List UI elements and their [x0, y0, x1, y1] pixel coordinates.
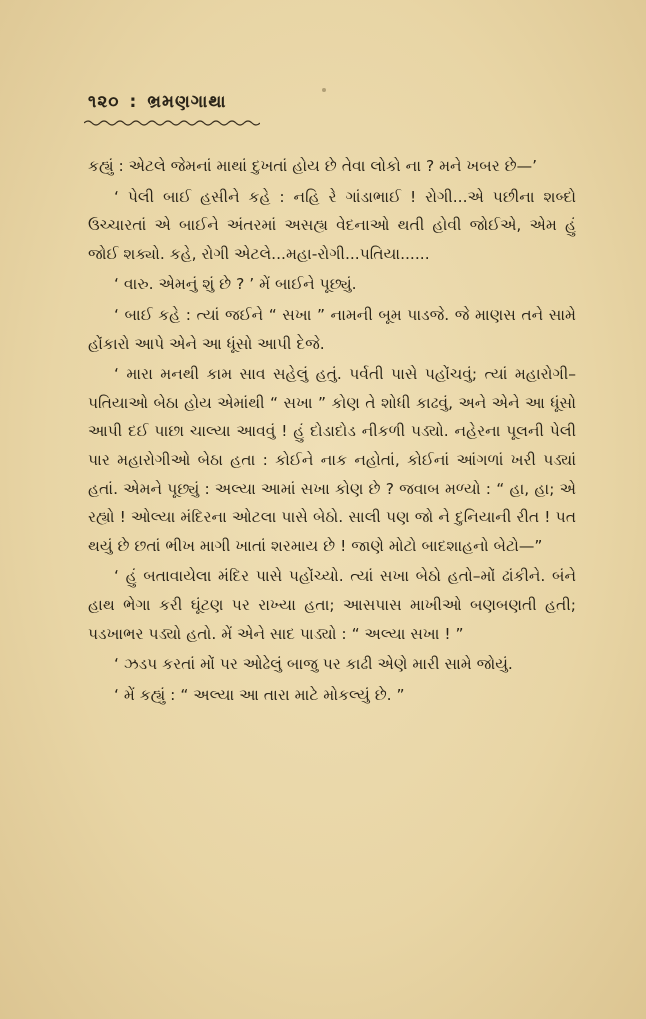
paragraph: ‘ બાઈ કહે : ત્યાં જઈને “ સખા ” નામની બૂમ પાડજે. જે માણસ તને સામે હોંકારો આપે એને આ ધૂંસો આપી દેજે. [88, 305, 576, 353]
paragraph: ‘ મારા મનથી કામ સાવ સહેલું હતું. પર્વતી પાસે પહોંચવું; ત્યાં મહારોગી–પતિયાઓ બેઠા હોય એમાંથી “ સખા ” કોણ તે શોધી કાઢવું, અને એને આ ધૂંસો આપી દઈ પાછા ચાલ્યા આવવું ! હું દોડાદોડ નીકળી પડ્યો. નહેરના પૂલની પેલી પાર મહારોગીઓ બેઠા હતા : કોઈને નાક નહોતાં, કોઈનાં આંગળાં ખરી પડ્યાં હતાં. એમને પૂછ્યું : અલ્યા આમાં સખા કોણ છે ? જવાબ મળ્યો : “ હા, હા; એ રહ્યો ! ઓલ્યા મંદિરના ઓટલા પાસે બેઠો. સાલી પણ જો ને દુનિયાની રીત ! પત થયું છે છતાં ભીખ માગી ખાતાં શરમાય છે ! જાણે મોટો બાદશાહનો બેટો—” [88, 365, 576, 555]
page-number: ૧૨૦ [88, 92, 120, 112]
running-header [88, 92, 227, 112]
paragraph: ‘ વારુ. એમનું શું છે ? ’ મેં બાઈને પૂછ્યું. [114, 275, 357, 294]
book-title: ભ્રમણગાથા [147, 92, 227, 112]
paragraph: ‘ હું બતાવાયેલા મંદિર પાસે પહોંચ્યો. ત્યાં સખા બેઠો હતો–મોં ઢાંકીને. બંને હાથ ભેગા કરી ઘૂંટણ પર રાખ્યા હતા; આસપાસ માખીઓ બણબણતી હતી; પડખાભર પડ્યો હતો. મેં એને સાદ પાડ્યો : “ અલ્યા સખા ! ” [88, 567, 576, 643]
paragraph: ‘ પેલી બાઈ હસીને કહે : નહિ રે ગાંડાભાઈ ! રોગી...એ પછીના શબ્દો ઉચ્ચારતાં એ બાઈને અંતરમાં અસહ્ય વેદનાઓ થતી હોવી જોઈએ, એમ હું જોઈ શક્યો. કહે, રોગી એટલે...મહા-રોગી...પતિયા...... [88, 187, 576, 263]
paragraph: ‘ ઝડપ કરતાં મોં પર ઓઢેલું બાજુ પર કાઢી એણે મારી સામે જોયું. [114, 655, 513, 674]
header-separator: : [129, 92, 138, 112]
header-wavy-underline [84, 118, 260, 128]
paragraph: ‘ મેં કહ્યું : “ અલ્યા આ તારા માટે મોકલ્યું છે. ” [114, 685, 405, 704]
body-text [88, 152, 576, 711]
print-speck [322, 88, 326, 92]
paragraph: કહ્યું : એટલે જેમનાં માથાં દુખતાં હોય છે તેવા લોકો ના ? મને ખબર છે—’ [88, 157, 538, 175]
